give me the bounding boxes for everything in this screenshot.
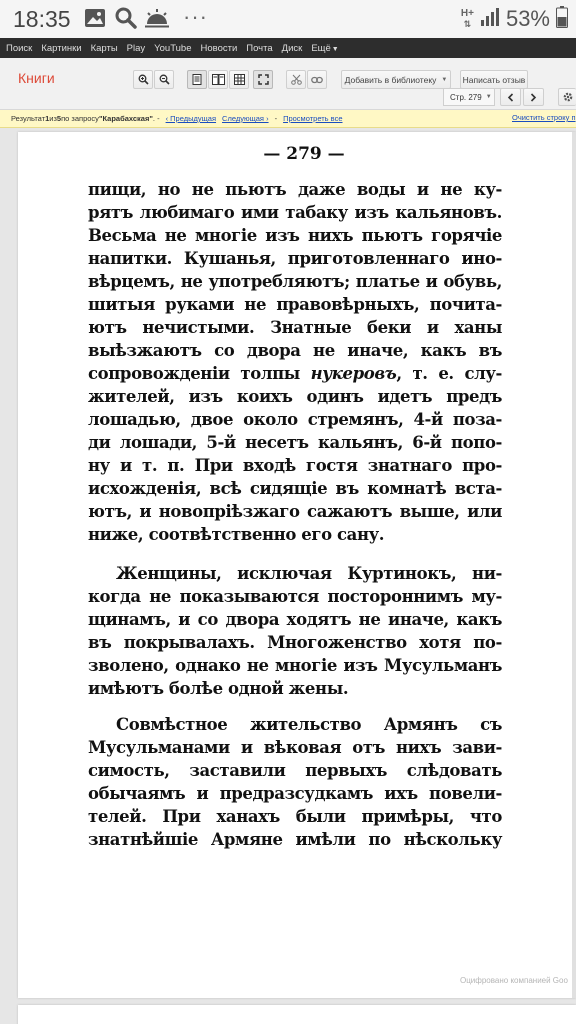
search-query: "Карабахская": [98, 114, 153, 123]
view-all-results-link[interactable]: Просмотреть все: [283, 114, 343, 123]
scissors-icon: [291, 74, 302, 85]
text-line: лошадью, двое около стремянъ, 4-й поза-: [88, 410, 502, 429]
chevron-down-icon: ▼: [441, 76, 448, 83]
text-line: въ покрывалахъ. Многоженство хотя по-: [88, 633, 502, 652]
add-to-library-button[interactable]: Добавить в библиотеку ▼: [341, 70, 451, 89]
text-line: напитки. Кушанья, приготовленнаго ино-: [88, 249, 502, 268]
page-number: — 279 —: [263, 144, 345, 164]
book-page: [18, 132, 576, 998]
gbar-link-mail[interactable]: Почта: [246, 42, 273, 54]
zoom-in-icon: [138, 74, 149, 85]
text-line: щинамъ, и со двора ходятъ не иначе, какъ: [88, 610, 502, 629]
zoom-in-button[interactable]: [133, 70, 153, 89]
text-line: ниже, соотвѣтственно его сану.: [88, 525, 385, 544]
text-line: ну и т. п. При входѣ гостя знатнаго про-: [88, 456, 502, 475]
text-line: телей. При ханахъ были примѣры, что: [88, 807, 502, 826]
text-line: ди лошади, 5-й несетъ кальянъ, 6-й попо-: [88, 433, 502, 452]
next-result-link[interactable]: Следующая ›: [222, 114, 269, 123]
gbar-link-news[interactable]: Новости: [200, 42, 238, 54]
search-icon: [114, 6, 138, 35]
previous-page-button[interactable]: [500, 88, 521, 106]
clip-button[interactable]: [286, 70, 306, 89]
status-bar: [0, 0, 576, 38]
page-select[interactable]: Стр. 279 ▼: [443, 88, 495, 106]
gbar-link-images[interactable]: Картинки: [41, 42, 82, 54]
text-line: шитыя руками не правовѣрныхъ, почита-: [88, 295, 502, 314]
link-button[interactable]: [307, 70, 327, 89]
gbar-link-more[interactable]: Ещё▼: [311, 42, 339, 54]
fullscreen-icon: [258, 74, 269, 85]
write-review-button[interactable]: Написать отзыв: [460, 70, 528, 89]
text-line: выѣзжаютъ со двора не иначе, какъ въ: [88, 341, 502, 360]
text-line: Мусульманами и вѣковая отъ нихъ зави-: [88, 738, 502, 757]
previous-result-link[interactable]: ‹ Предыдущая: [165, 114, 217, 123]
zoom-out-icon: [159, 74, 170, 85]
text-line: рятъ любимаго ими табаку изъ кальяновъ.: [88, 203, 502, 222]
gbar-link-maps[interactable]: Карты: [90, 42, 118, 54]
text-line: имѣютъ болѣе одной жены.: [88, 679, 349, 698]
two-page-icon: [212, 74, 225, 85]
google-bar: [0, 38, 576, 58]
italic-word: нукеровъ: [310, 364, 397, 383]
books-toolbar: [0, 58, 576, 110]
text-line: жителей, изъ коихъ одинъ идетъ предъ: [88, 387, 502, 406]
text-line: исхожденія, всѣ сидящіе въ комнатѣ вста-: [88, 479, 502, 498]
thumbnail-view-button[interactable]: [229, 70, 249, 89]
digitized-by-watermark: Оцифровано компанией Goo: [460, 976, 568, 985]
text-line: зволено, однако не многіе изъ Мусульманъ: [88, 656, 502, 675]
text-line: Совмѣстное жительство Армянъ съ: [116, 715, 502, 734]
text-line: Женщины, исключая Куртинокъ, ни-: [116, 564, 502, 583]
more-notifications-icon: ···: [183, 4, 208, 29]
search-results-bar: Результат 1 из 5 по запросу "Карабахская" . - ‹ Предыдущая Следующая › - Просмотреть все Очистить строку п: [0, 110, 576, 128]
text-line: обычаямъ и предразсудкамъ ихъ повели-: [88, 784, 502, 803]
grid-icon: [234, 74, 245, 85]
single-page-view-button[interactable]: [187, 70, 207, 89]
scrollbar[interactable]: [572, 132, 576, 998]
gear-icon: [562, 91, 574, 103]
chevron-left-icon: [507, 93, 514, 102]
single-page-icon: [192, 74, 202, 85]
network-type: H+ ⇅: [460, 8, 474, 29]
chevron-down-icon: ▼: [331, 45, 339, 53]
zoom-out-button[interactable]: [154, 70, 174, 89]
gallery-icon: [84, 8, 106, 33]
link-icon: [311, 76, 323, 84]
result-current: 1: [45, 114, 50, 123]
text-line: вѣрцемъ, не употребляютъ; платье и обувь,: [88, 272, 502, 291]
books-logo[interactable]: Книги: [18, 70, 55, 86]
text-line: ютъ нечистыми. Знатные беки и ханы: [88, 318, 502, 337]
clear-search-link[interactable]: Очистить строку п: [512, 113, 576, 122]
gbar-link-search[interactable]: Поиск: [6, 42, 33, 54]
status-time: 18:35: [13, 6, 71, 32]
text-line: симость, заставили первыхъ слѣдовать: [88, 761, 502, 780]
next-page-button[interactable]: [523, 88, 544, 106]
text-line: когда не показываются постороннимъ му-: [88, 587, 502, 606]
next-book-page: [18, 1005, 576, 1024]
battery-icon: [556, 6, 568, 33]
gbar-link-play[interactable]: Play: [126, 42, 146, 54]
chevron-right-icon: [530, 93, 537, 102]
signal-icon: [480, 7, 500, 32]
fullscreen-button[interactable]: [253, 70, 273, 89]
two-page-view-button[interactable]: [208, 70, 228, 89]
text-line: Весьма не многіе изъ нихъ пьютъ горячіе: [88, 226, 502, 245]
gbar-link-drive[interactable]: Диск: [281, 42, 303, 54]
gbar-link-youtube[interactable]: YouTube: [154, 42, 192, 54]
settings-button[interactable]: [558, 88, 576, 106]
text-line: сопровожденіи толпы нукеровъ, т. е. слу-: [88, 364, 502, 383]
text-line: ютъ, и новопріѣзжаго сажаютъ выше, или: [88, 502, 502, 521]
chevron-down-icon: ▼: [485, 94, 492, 100]
text-line: знатнѣйшіе Армяне имѣли по нѣскольку: [88, 830, 502, 849]
text-line: пищи, но не пьютъ даже воды и не ку-: [88, 180, 502, 199]
result-total: 5: [56, 114, 62, 123]
weather-icon: [144, 8, 170, 33]
battery-percent: 53%: [505, 6, 550, 31]
